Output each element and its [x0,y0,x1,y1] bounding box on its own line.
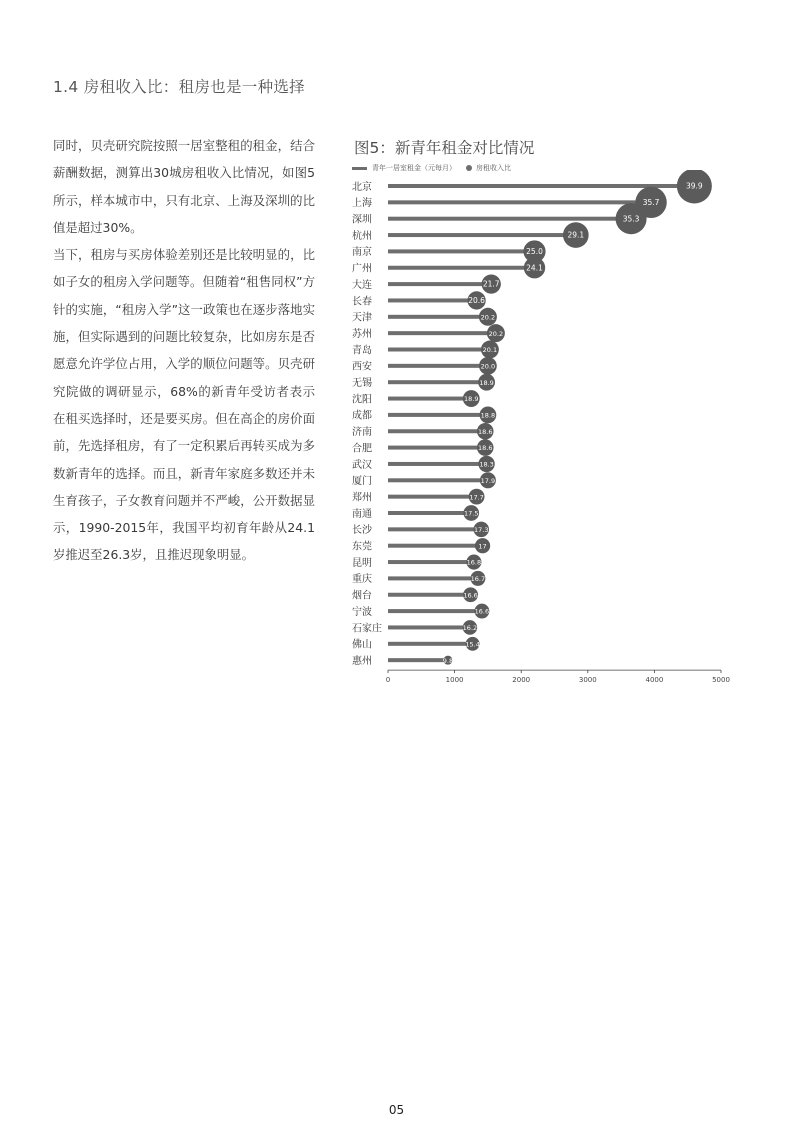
city-label: 昆明 [352,557,372,569]
section-title: 1.4 房租收入比：租房也是一种选择 [53,78,305,96]
x-tick-label: 4000 [645,676,664,685]
x-tick-label: 1000 [445,676,464,685]
rent-bar [388,642,473,646]
rent-bar [388,282,491,286]
city-label: 合肥 [352,443,372,455]
page-number: 05 [388,1103,405,1117]
rent-bar [388,495,477,499]
rent-bar [388,266,535,270]
ratio-value: 20.6 [468,296,485,306]
ratio-value: 18.8 [480,411,496,420]
city-label: 长春 [352,296,372,308]
figure-title: 图5：新青年租金对比情况 [354,139,535,157]
city-label: 石家庄 [352,623,382,635]
city-label: 烟台 [352,590,372,602]
city-label: 厦门 [352,476,372,488]
ratio-value: 25.0 [526,247,543,256]
ratio-value: 15.4 [465,640,480,649]
x-tick-label: 3000 [578,676,597,685]
paragraph-2: 当下，租房与买房体验差别还是比较明显的，比如子女的租房入学问题等。但随着“租售同权”方针的实施，“租房入学”这一政策也在逐步落地实施，但实际遇到的问题比较复杂，比如房东是否愿意允许学位占用，入学的顺位问题等。贝壳研究院做的调研显示，68%的新青年受访者表示在租买选择时，还是要买房。但在高企的房价面前，先选择租房，有了一定积累后再转买成为多数新青年的选择。而且，新青年家庭多数还并未生育孩子，子女教育问题并不严峻，公开数据显示，1990-2015年，我国平均初育年龄从24.1岁推迟至26.3岁，且推迟现象明显。 [53,247,315,563]
rent-bar [388,331,496,335]
legend-ratio-label: 房租收入比 [476,164,511,172]
ratio-value: 18.9 [464,395,479,404]
city-label: 西安 [352,361,372,373]
city-label: 青岛 [352,345,372,357]
ratio-value: 20.1 [482,346,498,355]
rent-bar [388,315,488,319]
ratio-value: 35.7 [642,197,660,207]
city-label: 深圳 [352,214,372,226]
ratio-value: 16.6 [474,607,490,616]
ratio-value: 24.1 [526,263,543,273]
ratio-value: 35.3 [622,214,640,224]
ratio-value: 9.8 [442,656,454,665]
city-label: 沈阳 [352,394,372,406]
city-label: 南通 [352,508,372,520]
rent-bar [388,658,448,662]
rent-bar [388,380,487,384]
rent-bar [388,217,631,221]
city-label: 宁波 [352,606,372,618]
city-label: 天津 [352,312,372,324]
city-label: 北京 [352,181,372,193]
rent-bar [388,560,474,564]
ratio-value: 20.2 [488,329,504,338]
city-label: 南京 [352,247,372,259]
rent-bar [388,625,470,629]
rent-bar [388,413,488,417]
ratio-value: 16.7 [470,575,486,583]
ratio-value: 17.3 [473,525,489,534]
rent-bar [388,462,487,466]
ratio-value: 17.7 [469,493,484,502]
rent-bar [388,527,481,531]
rent-bar [388,593,471,597]
x-tick-label: 2000 [512,676,531,685]
ratio-value: 20.0 [480,362,496,371]
city-label: 济南 [352,427,372,439]
city-label: 杭州 [352,230,372,242]
ratio-value: 16.6 [463,591,478,600]
city-label: 长沙 [352,525,372,537]
ratio-value: 18.6 [477,444,493,453]
legend-rent-label: 青年一居室租金（元每月） [372,164,456,172]
body-text [53,132,315,569]
rent-bar [388,298,477,302]
ratio-value: 17.5 [464,509,479,518]
city-label: 重庆 [352,574,372,586]
rent-bar [388,446,485,450]
ratio-value: 17 [478,542,487,551]
x-tick-label: 0 [385,676,391,685]
ratio-value: 20.2 [480,313,496,322]
city-label: 佛山 [352,639,372,651]
city-label: 广州 [352,263,372,275]
ratio-value: 39.9 [686,181,703,191]
ratio-value: 29.1 [567,230,585,240]
ratio-value: 18.9 [479,378,494,387]
rent-bar [388,511,471,515]
rent-bar [388,576,478,580]
city-label: 大连 [352,279,372,291]
city-label: 成都 [352,410,372,422]
rent-bar [388,429,485,433]
rent-bar [388,233,576,237]
ratio-value: 16.2 [462,624,478,633]
city-label: 惠州 [352,655,372,667]
paragraph-1: 同时，贝壳研究院按照一居室整租的租金，结合薪酬数据，测算出30城房租收入比情况，如图5所示，样本城市中，只有北京、上海及深圳的比值是超过30%。 [53,138,315,235]
rent-chart [340,170,750,690]
x-tick-label: 5000 [712,676,730,685]
rent-bar [388,249,535,253]
city-label: 东莞 [352,541,372,553]
rent-bar [388,397,471,401]
rent-bar [388,348,490,352]
ratio-value: 18.6 [477,427,493,436]
city-label: 武汉 [352,459,372,471]
ratio-value: 16.8 [466,558,482,567]
city-label: 上海 [352,198,372,210]
rent-bar [388,200,651,204]
ratio-value: 17.9 [480,476,496,485]
ratio-value: 21.7 [482,279,500,289]
rent-bar [388,478,488,482]
ratio-value: 18.3 [479,460,494,469]
city-label: 苏州 [352,328,372,340]
rent-bar [388,544,483,548]
rent-bar [388,609,482,613]
rent-bar [388,364,488,368]
city-label: 郑州 [352,492,372,504]
city-label: 无锡 [352,378,372,389]
